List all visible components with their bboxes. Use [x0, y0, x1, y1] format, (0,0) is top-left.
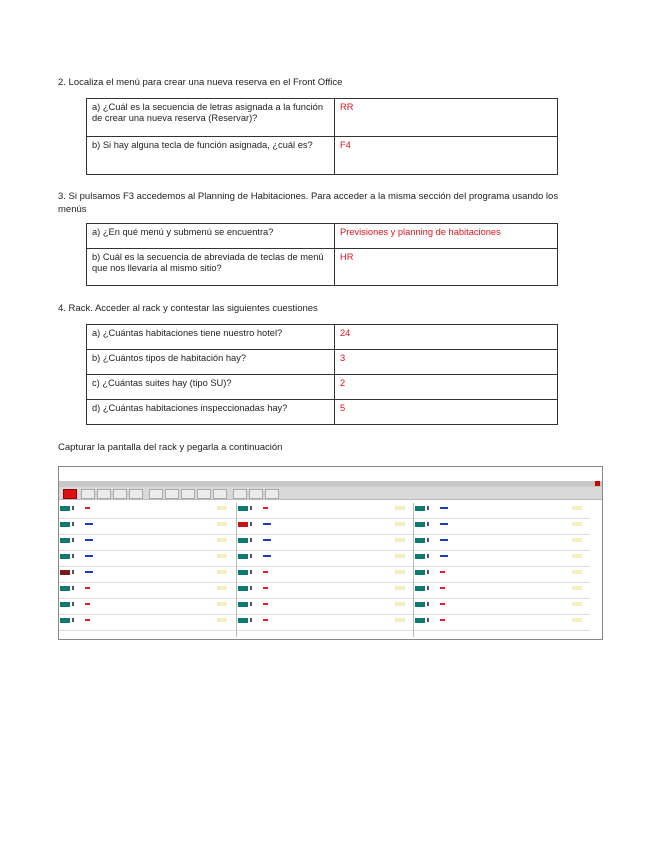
room-status [217, 570, 227, 574]
table-row [87, 375, 558, 400]
room-name [440, 619, 445, 621]
room-dot [250, 602, 252, 606]
room-dot [72, 586, 74, 590]
room-row [414, 535, 590, 551]
room-name [85, 507, 90, 509]
question-cell: b) Si hay alguna tecla de función asignada, ¿cuál es? [87, 137, 335, 175]
room-name [440, 587, 445, 589]
room-row [237, 615, 413, 631]
rack-screenshot [58, 466, 603, 640]
room-dot [250, 538, 252, 542]
room-row [237, 519, 413, 535]
room-dot [427, 522, 429, 526]
answer-cell: 2 [335, 375, 558, 400]
section-2-table [86, 98, 558, 175]
room-tag [60, 570, 70, 575]
toolbar-icon [97, 489, 111, 499]
room-status [395, 570, 405, 574]
room-name [440, 603, 445, 605]
table-row [87, 249, 558, 286]
room-name [440, 571, 445, 573]
table-row [87, 325, 558, 350]
room-status [572, 522, 582, 526]
room-name [440, 555, 448, 557]
room-dot [250, 618, 252, 622]
room-tag [238, 554, 248, 559]
room-row [414, 615, 590, 631]
room-row [414, 599, 590, 615]
room-tag [238, 506, 248, 511]
room-name [263, 507, 268, 509]
room-dot [427, 570, 429, 574]
room-name [263, 555, 271, 557]
toolbar-icon [197, 489, 211, 499]
room-dot [72, 570, 74, 574]
room-status [572, 538, 582, 542]
table-row [87, 224, 558, 249]
room-status [217, 522, 227, 526]
room-name [85, 619, 90, 621]
room-name [263, 619, 268, 621]
section-4-heading: 4. Rack. Acceder al rack y contestar las siguientes cuestiones [58, 303, 318, 314]
room-status [217, 602, 227, 606]
answer-cell: HR [335, 249, 558, 286]
room-dot [250, 506, 252, 510]
room-status [217, 538, 227, 542]
toolbar-icon [181, 489, 195, 499]
toolbar-icon [129, 489, 143, 499]
table-row [87, 137, 558, 175]
room-name [263, 539, 271, 541]
room-status [572, 602, 582, 606]
room-status [395, 602, 405, 606]
room-tag [60, 618, 70, 623]
room-tag [60, 602, 70, 607]
room-status [572, 570, 582, 574]
room-tag [415, 618, 425, 623]
rack-column [59, 503, 235, 637]
toolbar-icon [233, 489, 247, 499]
room-name [85, 587, 90, 589]
room-row [59, 503, 235, 519]
room-row [59, 535, 235, 551]
room-dot [427, 538, 429, 542]
section-3-heading: 3. Si pulsamos F3 accedemos al Planning de Habitaciones. Para acceder a la misma sección del programa usando los menús [58, 191, 559, 215]
room-status [217, 586, 227, 590]
room-row [59, 519, 235, 535]
capture-heading: Capturar la pantalla del rack y pegarla a continuación [58, 442, 283, 453]
room-status [217, 554, 227, 558]
room-dot [72, 506, 74, 510]
room-dot [427, 618, 429, 622]
room-tag [238, 602, 248, 607]
room-dot [427, 586, 429, 590]
room-name [85, 603, 90, 605]
room-tag [415, 522, 425, 527]
room-status [572, 506, 582, 510]
exit-icon [63, 489, 77, 499]
room-status [572, 618, 582, 622]
answer-cell: RR [335, 99, 558, 137]
room-name [440, 507, 448, 509]
room-status [395, 506, 405, 510]
answer-cell: F4 [335, 137, 558, 175]
room-tag [238, 586, 248, 591]
question-cell: a) ¿Cuál es la secuencia de letras asignada a la función de crear una nueva reserva (Reservar)? [87, 99, 335, 137]
room-row [59, 615, 235, 631]
room-dot [72, 522, 74, 526]
room-name [263, 587, 268, 589]
room-tag [415, 570, 425, 575]
room-dot [72, 602, 74, 606]
room-name [85, 571, 93, 573]
room-status [395, 586, 405, 590]
question-cell: a) ¿En qué menú y submenú se encuentra? [87, 224, 335, 249]
room-row [59, 567, 235, 583]
room-status [572, 586, 582, 590]
section-2-heading: 2. Localiza el menú para crear una nueva reserva en el Front Office [58, 77, 343, 88]
room-row [237, 567, 413, 583]
room-dot [427, 554, 429, 558]
question-cell: b) Cuál es la secuencia de abreviada de teclas de menú que nos llevaría al mismo sitio? [87, 249, 335, 286]
room-tag [238, 522, 248, 527]
toolbar-icon [213, 489, 227, 499]
room-tag [238, 538, 248, 543]
rack-toolbar [59, 487, 602, 500]
toolbar-icon [113, 489, 127, 499]
room-row [414, 503, 590, 519]
room-tag [60, 586, 70, 591]
table-row [87, 99, 558, 137]
room-name [85, 539, 93, 541]
room-row [237, 551, 413, 567]
room-name [440, 539, 448, 541]
room-dot [427, 506, 429, 510]
rack-column [413, 503, 590, 637]
room-status [395, 618, 405, 622]
room-row [59, 599, 235, 615]
toolbar-icon [81, 489, 95, 499]
room-row [237, 599, 413, 615]
room-row [237, 583, 413, 599]
room-dot [427, 602, 429, 606]
question-cell: d) ¿Cuántas habitaciones inspeccionadas hay? [87, 400, 335, 425]
room-dot [72, 554, 74, 558]
question-cell: b) ¿Cuántos tipos de habitación hay? [87, 350, 335, 375]
room-name [85, 523, 93, 525]
question-cell: a) ¿Cuántas habitaciones tiene nuestro hotel? [87, 325, 335, 350]
answer-cell: 3 [335, 350, 558, 375]
room-tag [415, 554, 425, 559]
answer-cell: 24 [335, 325, 558, 350]
room-name [263, 603, 268, 605]
room-tag [415, 538, 425, 543]
room-row [237, 535, 413, 551]
answer-cell: 5 [335, 400, 558, 425]
room-status [395, 538, 405, 542]
table-row [87, 400, 558, 425]
room-dot [250, 570, 252, 574]
room-row [414, 519, 590, 535]
room-name [440, 523, 448, 525]
room-name [263, 571, 268, 573]
room-tag [238, 570, 248, 575]
toolbar-icon [265, 489, 279, 499]
room-name [85, 555, 93, 557]
room-row [414, 567, 590, 583]
room-dot [72, 618, 74, 622]
section-4-table [86, 324, 558, 425]
room-status [572, 554, 582, 558]
room-row [414, 551, 590, 567]
room-status [395, 522, 405, 526]
room-tag [60, 554, 70, 559]
rack-column [236, 503, 413, 637]
room-dot [250, 522, 252, 526]
question-cell: c) ¿Cuántas suites hay (tipo SU)? [87, 375, 335, 400]
toolbar-icon [149, 489, 163, 499]
toolbar-icon [249, 489, 263, 499]
room-row [59, 551, 235, 567]
room-tag [60, 538, 70, 543]
answer-cell: Previsiones y planning de habitaciones [335, 224, 558, 249]
room-row [59, 583, 235, 599]
room-status [217, 618, 227, 622]
close-icon [595, 481, 600, 486]
room-row [237, 503, 413, 519]
section-3-table [86, 223, 558, 286]
room-status [395, 554, 405, 558]
room-tag [415, 586, 425, 591]
room-status [217, 506, 227, 510]
room-tag [60, 506, 70, 511]
toolbar-icon [165, 489, 179, 499]
room-tag [60, 522, 70, 527]
room-row [414, 583, 590, 599]
room-name [263, 523, 271, 525]
room-tag [238, 618, 248, 623]
room-tag [415, 602, 425, 607]
room-dot [250, 586, 252, 590]
table-row [87, 350, 558, 375]
room-tag [415, 506, 425, 511]
room-dot [72, 538, 74, 542]
room-dot [250, 554, 252, 558]
